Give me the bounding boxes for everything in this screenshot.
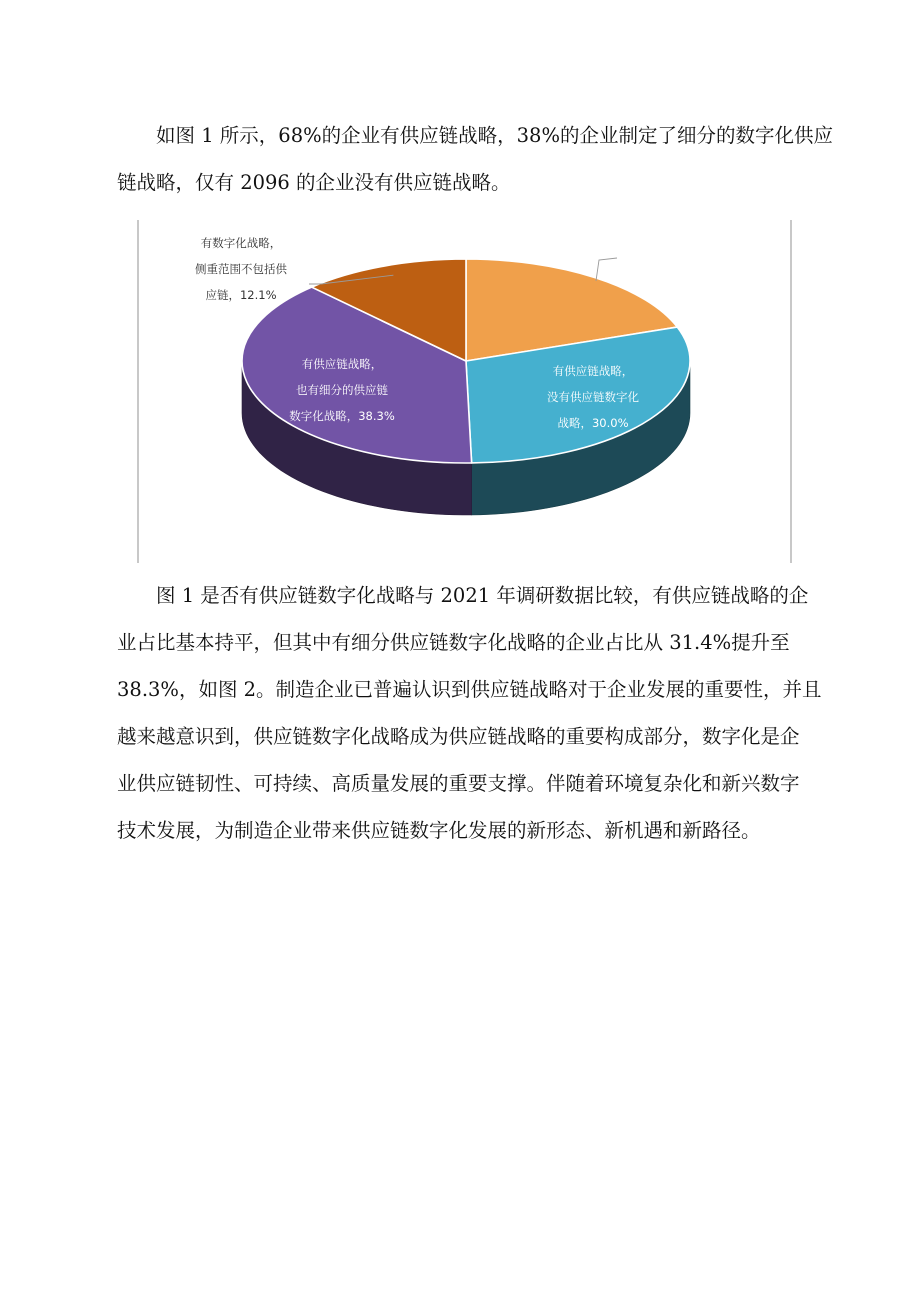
paragraph-analysis (117, 572, 822, 854)
paragraph-line: 技术发展，为制造企业带来供应链数字化发展的新形态、新机遇和新路径。 (117, 819, 761, 842)
paragraph-line: 业占比基本持平，但其中有细分供应链数字化战略的企业占比从 31.4%提升至 (117, 631, 790, 654)
pie-slice-label-line: 有供应链战略， (552, 364, 634, 378)
pie-slice-label-3 (289, 357, 395, 423)
paragraph-line: 越来越意识到，供应链数字化战略成为供应链战略的重要构成部分，数字化是企 (117, 725, 800, 748)
pie-slice-label-line: 也有细分的供应链 (296, 383, 388, 397)
pie-slice-label-line: 数字化战略，38.3% (289, 409, 395, 423)
paragraph-line: 链战略，仅有 2096 的企业没有供应链战略。 (117, 171, 511, 194)
pie-slice-label-line: 19.6% (654, 251, 692, 265)
paragraph-line: 业供应链韧性、可持续、高质量发展的重要支撑。伴随着环境复杂化和新兴数字 (117, 772, 800, 795)
pie-chart-figure (137, 220, 792, 563)
pie-chart (139, 220, 790, 563)
pie-slice-label-1 (627, 227, 719, 265)
leader-line-no-strategy (596, 258, 617, 281)
pie-slice-label-line: 没有供应链战略， (627, 227, 719, 241)
pie-slice-label-line: 战略，30.0% (557, 416, 629, 430)
paragraph-intro (117, 112, 833, 206)
pie-slice-label-4 (195, 236, 287, 302)
paragraph-line: 如图 1 所示，68%的企业有供应链战略，38%的企业制定了细分的数字化供应 (156, 124, 833, 147)
pie-slice-label-line: 没有供应链数字化 (547, 390, 639, 404)
pie-slice-label-line: 有数字化战略， (200, 236, 282, 250)
paragraph-line: 38.3%，如图 2。制造企业已普遍认识到供应链战略对于企业发展的重要性，并且 (117, 678, 822, 701)
paragraph-line: 图 1 是否有供应链数字化战略与 2021 年调研数据比较，有供应链战略的企 (156, 584, 809, 607)
pie-slice-label-line: 侧重范围不包括供 (195, 262, 287, 276)
pie-slice-label-2 (547, 364, 639, 430)
pie-slice-label-line: 有供应链战略， (301, 357, 383, 371)
pie-slice-label-line: 应链，12.1% (205, 288, 277, 302)
